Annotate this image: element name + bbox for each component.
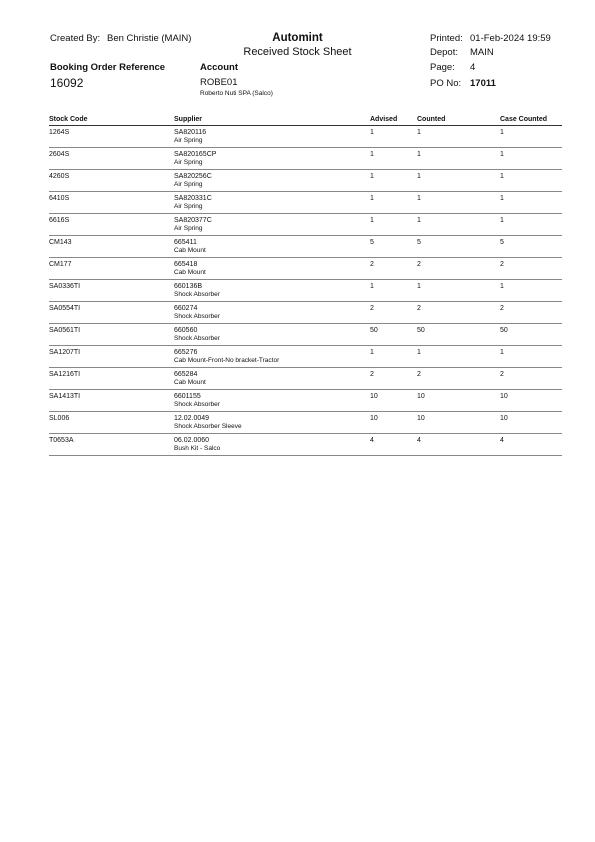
supplier-description: Shock Absorber	[174, 335, 220, 342]
supplier-code: 665276	[174, 349, 198, 356]
stock-code: 4260S	[49, 173, 70, 180]
supplier-code: 665284	[174, 371, 198, 378]
table-row	[49, 368, 562, 390]
case-counted-cell: 2	[500, 368, 562, 390]
supplier-cell	[174, 236, 370, 258]
supplier-description: Air Spring	[174, 203, 203, 210]
case-counted-cell: 1	[500, 214, 562, 236]
supplier-cell	[174, 346, 370, 368]
case-counted-cell: 1	[500, 170, 562, 192]
case-counted-cell: 1	[500, 280, 562, 302]
advised-cell: 2	[370, 368, 417, 390]
stock-code-cell	[49, 170, 174, 192]
printed-label: Printed:	[430, 33, 463, 44]
table-row	[49, 346, 562, 368]
supplier-description: Shock Absorber	[174, 401, 220, 408]
table-row	[49, 412, 562, 434]
supplier-code: SA820331C	[174, 195, 212, 202]
supplier-description: Cab Mount-Front-No bracket-Tractor	[174, 357, 280, 364]
advised-cell: 1	[370, 148, 417, 170]
supplier-description: Cab Mount	[174, 269, 206, 276]
table-row	[49, 170, 562, 192]
supplier-cell	[174, 280, 370, 302]
created-by-value: Ben Christie (MAIN)	[107, 33, 192, 44]
po-label: PO No:	[430, 78, 462, 89]
advised-cell: 1	[370, 214, 417, 236]
stock-code: CM177	[49, 261, 72, 268]
stock-code-cell	[49, 390, 174, 412]
case-counted-cell: 50	[500, 324, 562, 346]
supplier-description: Cab Mount	[174, 247, 206, 254]
stock-code: 6616S	[49, 217, 70, 224]
supplier-description: Air Spring	[174, 159, 203, 166]
stock-code-cell	[49, 302, 174, 324]
stock-code: SA0336TI	[49, 283, 81, 290]
stock-code: SA1207TI	[49, 349, 81, 356]
stock-code: SA1216TI	[49, 371, 81, 378]
table-row	[49, 390, 562, 412]
table-row	[49, 192, 562, 214]
stock-code-cell	[49, 368, 174, 390]
supplier-cell	[174, 126, 370, 148]
counted-cell: 2	[417, 302, 500, 324]
supplier-code: 06.02.0060	[174, 437, 210, 444]
table-row	[49, 236, 562, 258]
advised-cell: 1	[370, 346, 417, 368]
supplier-code: 12.02.0049	[174, 415, 210, 422]
supplier-code: 665418	[174, 261, 198, 268]
table-row	[49, 302, 562, 324]
stock-code-cell	[49, 324, 174, 346]
stock-code: 2604S	[49, 151, 70, 158]
page-title: Received Stock Sheet	[243, 46, 352, 58]
supplier-code: 660560	[174, 327, 198, 334]
counted-cell: 2	[417, 368, 500, 390]
counted-cell: 4	[417, 434, 500, 456]
supplier-description: Bush Kit - Salco	[174, 445, 221, 452]
case-counted-cell: 1	[500, 192, 562, 214]
supplier-code: 660274	[174, 305, 198, 312]
case-counted-cell: 1	[500, 346, 562, 368]
po-number: 17011	[470, 78, 496, 89]
stock-code: SA0554TI	[49, 305, 81, 312]
counted-cell: 1	[417, 148, 500, 170]
case-counted-cell: 10	[500, 412, 562, 434]
stock-table	[49, 114, 562, 456]
depot-label: Depot:	[430, 47, 458, 58]
case-counted-cell: 2	[500, 302, 562, 324]
printed-value: 01-Feb-2024 19:59	[470, 33, 551, 44]
stock-code-cell	[49, 192, 174, 214]
supplier-cell	[174, 324, 370, 346]
case-counted-cell: 1	[500, 126, 562, 148]
stock-code-cell	[49, 236, 174, 258]
supplier-cell	[174, 214, 370, 236]
case-counted-cell: 5	[500, 236, 562, 258]
advised-cell: 1	[370, 170, 417, 192]
advised-cell: 1	[370, 192, 417, 214]
supplier-description: Shock Absorber	[174, 313, 220, 320]
stock-code-cell	[49, 346, 174, 368]
supplier-description: Shock Absorber Sleeve	[174, 423, 242, 430]
advised-cell: 1	[370, 126, 417, 148]
col-header-supplier: Supplier	[174, 114, 370, 126]
advised-cell: 50	[370, 324, 417, 346]
counted-cell: 2	[417, 258, 500, 280]
col-header-stock-code: Stock Code	[49, 114, 174, 126]
stock-code: 1264S	[49, 129, 70, 136]
supplier-code: 660136B	[174, 283, 203, 290]
supplier-code: SA820377C	[174, 217, 212, 224]
stock-code-cell	[49, 258, 174, 280]
table-row	[49, 258, 562, 280]
advised-cell: 1	[370, 280, 417, 302]
supplier-code: SA820165CP	[174, 151, 217, 158]
counted-cell: 50	[417, 324, 500, 346]
stock-code: CM143	[49, 239, 72, 246]
advised-cell: 5	[370, 236, 417, 258]
stock-code: SA1413TI	[49, 393, 81, 400]
counted-cell: 10	[417, 412, 500, 434]
stock-code-cell	[49, 412, 174, 434]
case-counted-cell: 10	[500, 390, 562, 412]
supplier-description: Air Spring	[174, 225, 203, 232]
supplier-code: SA820116	[174, 129, 207, 136]
stock-code-cell	[49, 148, 174, 170]
stock-code: T0653A	[49, 437, 74, 444]
table-row	[49, 126, 562, 148]
case-counted-cell: 4	[500, 434, 562, 456]
page-number: 4	[470, 62, 476, 73]
col-header-counted: Counted	[417, 114, 500, 126]
supplier-code: 6601155	[174, 393, 201, 400]
account-name: Roberto Nuti SPA (Salco)	[200, 90, 273, 97]
supplier-description: Air Spring	[174, 137, 203, 144]
created-by-label: Created By:	[50, 33, 101, 44]
table-row	[49, 148, 562, 170]
supplier-cell	[174, 302, 370, 324]
advised-cell: 10	[370, 412, 417, 434]
table-header-row	[49, 114, 562, 126]
table-row	[49, 434, 562, 456]
counted-cell: 1	[417, 280, 500, 302]
supplier-cell	[174, 192, 370, 214]
table-row	[49, 280, 562, 302]
stock-code: 6410S	[49, 195, 70, 202]
advised-cell: 2	[370, 258, 417, 280]
supplier-cell	[174, 170, 370, 192]
supplier-cell	[174, 258, 370, 280]
counted-cell: 1	[417, 126, 500, 148]
col-header-case-counted: Case Counted	[500, 114, 562, 126]
supplier-code: SA820256C	[174, 173, 212, 180]
supplier-cell	[174, 148, 370, 170]
stock-code: SL006	[49, 415, 70, 422]
case-counted-cell: 2	[500, 258, 562, 280]
supplier-cell	[174, 434, 370, 456]
stock-code-cell	[49, 214, 174, 236]
col-header-advised: Advised	[370, 114, 417, 126]
case-counted-cell: 1	[500, 148, 562, 170]
supplier-cell	[174, 412, 370, 434]
supplier-description: Shock Absorber	[174, 291, 220, 298]
advised-cell: 2	[370, 302, 417, 324]
advised-cell: 4	[370, 434, 417, 456]
counted-cell: 1	[417, 192, 500, 214]
stock-code-cell	[49, 280, 174, 302]
supplier-cell	[174, 368, 370, 390]
page-label: Page:	[430, 62, 455, 73]
depot-value: MAIN	[470, 47, 494, 58]
booking-ref-value: 16092	[50, 76, 84, 90]
stock-code-cell	[49, 434, 174, 456]
stock-code-cell	[49, 126, 174, 148]
booking-ref-label: Booking Order Reference	[50, 62, 166, 73]
counted-cell: 1	[417, 170, 500, 192]
table-row	[49, 324, 562, 346]
supplier-description: Air Spring	[174, 181, 203, 188]
supplier-description: Cab Mount	[174, 379, 206, 386]
supplier-code: 665411	[174, 239, 197, 246]
account-label: Account	[200, 62, 238, 73]
stock-code: SA0561TI	[49, 327, 81, 334]
table-row	[49, 214, 562, 236]
counted-cell: 1	[417, 346, 500, 368]
advised-cell: 10	[370, 390, 417, 412]
account-code: ROBE01	[200, 77, 238, 88]
supplier-cell	[174, 390, 370, 412]
counted-cell: 5	[417, 236, 500, 258]
counted-cell: 1	[417, 214, 500, 236]
counted-cell: 10	[417, 390, 500, 412]
company-name: Automint	[272, 32, 323, 44]
